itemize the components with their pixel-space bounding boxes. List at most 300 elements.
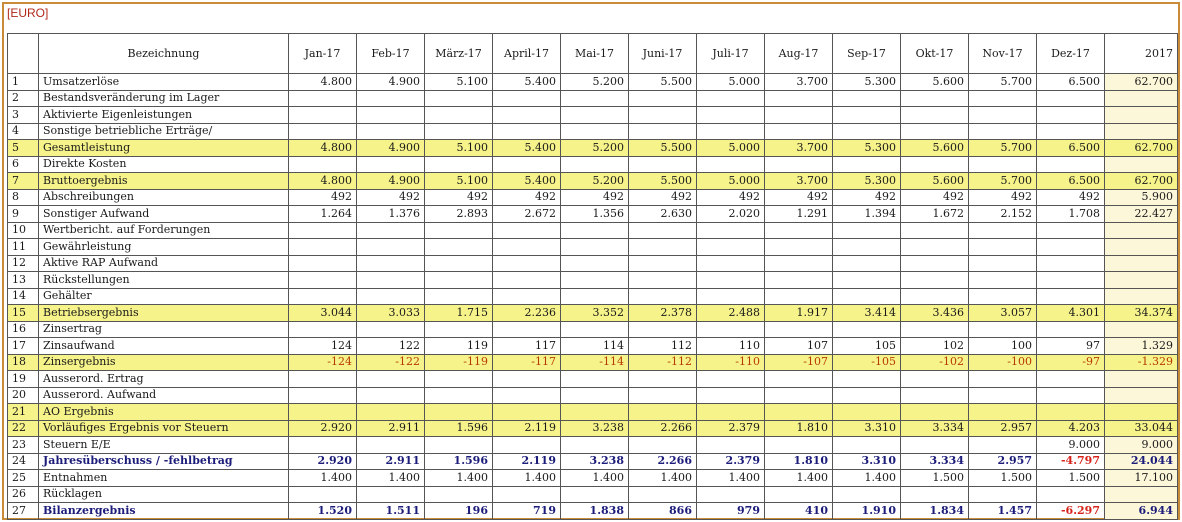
value-cell[interactable]: 2.379 [697,420,765,437]
total-cell[interactable] [1105,321,1178,338]
value-cell[interactable]: 492 [969,189,1037,206]
value-cell[interactable]: 5.300 [833,140,901,157]
value-cell[interactable]: 5.300 [833,74,901,91]
value-cell[interactable] [561,272,629,289]
value-cell[interactable] [425,222,493,239]
value-cell[interactable]: 5.600 [901,173,969,190]
total-cell[interactable] [1105,387,1178,404]
value-cell[interactable] [425,288,493,305]
value-cell[interactable] [357,107,425,124]
value-cell[interactable] [289,272,357,289]
value-cell[interactable] [493,371,561,388]
value-cell[interactable] [493,437,561,454]
value-cell[interactable] [1037,272,1105,289]
value-cell[interactable]: 5.000 [697,173,765,190]
value-cell[interactable]: 1.400 [833,470,901,487]
value-cell[interactable]: 3.238 [561,453,629,470]
value-cell[interactable] [969,107,1037,124]
value-cell[interactable]: 3.436 [901,305,969,322]
value-cell[interactable]: -6.297 [1037,503,1105,520]
value-cell[interactable] [493,107,561,124]
row-label[interactable]: Rücklagen [39,486,289,503]
value-cell[interactable] [697,272,765,289]
row-label[interactable]: Zinsertrag [39,321,289,338]
value-cell[interactable] [357,123,425,140]
value-cell[interactable] [561,90,629,107]
value-cell[interactable]: 1.810 [765,420,833,437]
value-cell[interactable] [833,107,901,124]
row-label[interactable]: Sonstige betriebliche Erträge/ [39,123,289,140]
total-cell[interactable] [1105,255,1178,272]
value-cell[interactable]: 5.700 [969,173,1037,190]
value-cell[interactable]: 5.000 [697,140,765,157]
value-cell[interactable] [561,387,629,404]
value-cell[interactable] [561,107,629,124]
value-cell[interactable] [697,486,765,503]
value-cell[interactable]: 2.266 [629,420,697,437]
value-cell[interactable] [1037,222,1105,239]
value-cell[interactable]: 5.400 [493,140,561,157]
value-cell[interactable] [833,404,901,421]
value-cell[interactable]: 1.400 [357,470,425,487]
value-cell[interactable]: 1.596 [425,453,493,470]
value-cell[interactable] [561,239,629,256]
value-cell[interactable]: 124 [289,338,357,355]
value-cell[interactable]: 1.715 [425,305,493,322]
value-cell[interactable] [765,371,833,388]
value-cell[interactable]: 492 [629,189,697,206]
value-cell[interactable]: 410 [765,503,833,520]
value-cell[interactable] [765,156,833,173]
value-cell[interactable]: 1.917 [765,305,833,322]
value-cell[interactable] [629,239,697,256]
total-cell[interactable] [1105,90,1178,107]
total-cell[interactable]: 9.000 [1105,437,1178,454]
value-cell[interactable] [833,437,901,454]
value-cell[interactable]: -107 [765,354,833,371]
value-cell[interactable] [493,321,561,338]
value-cell[interactable]: 1.394 [833,206,901,223]
value-cell[interactable]: 4.900 [357,140,425,157]
value-cell[interactable] [969,239,1037,256]
value-cell[interactable]: -114 [561,354,629,371]
value-cell[interactable] [1037,255,1105,272]
value-cell[interactable] [493,239,561,256]
total-cell[interactable]: 33.044 [1105,420,1178,437]
value-cell[interactable] [493,288,561,305]
value-cell[interactable] [765,90,833,107]
value-cell[interactable] [1037,404,1105,421]
value-cell[interactable] [833,239,901,256]
value-cell[interactable] [629,255,697,272]
value-cell[interactable]: 1.400 [425,470,493,487]
value-cell[interactable]: 1.400 [493,470,561,487]
value-cell[interactable]: -97 [1037,354,1105,371]
value-cell[interactable]: 196 [425,503,493,520]
value-cell[interactable] [425,371,493,388]
value-cell[interactable] [629,387,697,404]
row-label[interactable]: Gewährleistung [39,239,289,256]
value-cell[interactable] [289,371,357,388]
value-cell[interactable] [697,404,765,421]
value-cell[interactable]: 97 [1037,338,1105,355]
value-cell[interactable] [901,437,969,454]
value-cell[interactable] [901,321,969,338]
value-cell[interactable] [561,156,629,173]
value-cell[interactable]: 6.500 [1037,173,1105,190]
value-cell[interactable] [357,156,425,173]
value-cell[interactable]: 1.596 [425,420,493,437]
value-cell[interactable] [697,239,765,256]
row-label[interactable]: Aktivierte Eigenleistungen [39,107,289,124]
value-cell[interactable] [357,387,425,404]
value-cell[interactable]: 5.100 [425,140,493,157]
value-cell[interactable]: 5.000 [697,74,765,91]
value-cell[interactable] [697,321,765,338]
value-cell[interactable] [1037,239,1105,256]
value-cell[interactable]: 4.301 [1037,305,1105,322]
value-cell[interactable] [493,387,561,404]
value-cell[interactable] [493,123,561,140]
value-cell[interactable]: 492 [1037,189,1105,206]
total-cell[interactable] [1105,272,1178,289]
value-cell[interactable]: 3.414 [833,305,901,322]
value-cell[interactable]: 492 [765,189,833,206]
total-cell[interactable] [1105,107,1178,124]
value-cell[interactable] [833,156,901,173]
value-cell[interactable]: 9.000 [1037,437,1105,454]
value-cell[interactable] [765,404,833,421]
value-cell[interactable]: 2.020 [697,206,765,223]
value-cell[interactable] [629,107,697,124]
value-cell[interactable]: 1.400 [561,470,629,487]
value-cell[interactable] [1037,107,1105,124]
value-cell[interactable] [969,387,1037,404]
value-cell[interactable]: -112 [629,354,697,371]
value-cell[interactable] [629,123,697,140]
value-cell[interactable]: 2.911 [357,453,425,470]
value-cell[interactable] [833,486,901,503]
value-cell[interactable]: 1.500 [1037,470,1105,487]
value-cell[interactable] [969,123,1037,140]
value-cell[interactable]: 1.520 [289,503,357,520]
total-cell[interactable]: 17.100 [1105,470,1178,487]
value-cell[interactable] [765,239,833,256]
value-cell[interactable] [425,404,493,421]
value-cell[interactable]: -105 [833,354,901,371]
value-cell[interactable] [969,404,1037,421]
value-cell[interactable]: 5.400 [493,173,561,190]
total-cell[interactable]: 5.900 [1105,189,1178,206]
value-cell[interactable]: 492 [425,189,493,206]
value-cell[interactable]: 492 [901,189,969,206]
value-cell[interactable] [697,288,765,305]
value-cell[interactable]: 1.500 [901,470,969,487]
value-cell[interactable] [765,255,833,272]
value-cell[interactable]: 3.044 [289,305,357,322]
value-cell[interactable]: 5.100 [425,173,493,190]
value-cell[interactable]: 5.200 [561,140,629,157]
value-cell[interactable] [969,156,1037,173]
value-cell[interactable] [1037,371,1105,388]
value-cell[interactable]: 2.236 [493,305,561,322]
value-cell[interactable] [901,123,969,140]
value-cell[interactable] [357,288,425,305]
value-cell[interactable] [765,486,833,503]
value-cell[interactable]: 4.800 [289,140,357,157]
row-label[interactable]: Betriebsergebnis [39,305,289,322]
value-cell[interactable]: 5.500 [629,140,697,157]
value-cell[interactable] [425,123,493,140]
value-cell[interactable]: 492 [833,189,901,206]
row-label[interactable]: Aktive RAP Aufwand [39,255,289,272]
value-cell[interactable] [425,255,493,272]
row-label[interactable]: Jahresüberschuss / -fehlbetrag [39,453,289,470]
value-cell[interactable] [425,239,493,256]
value-cell[interactable] [493,222,561,239]
value-cell[interactable]: 3.310 [833,453,901,470]
value-cell[interactable] [697,222,765,239]
value-cell[interactable] [629,288,697,305]
row-label[interactable]: Vorläufiges Ergebnis vor Steuern [39,420,289,437]
value-cell[interactable] [969,255,1037,272]
value-cell[interactable] [1037,387,1105,404]
value-cell[interactable] [901,222,969,239]
value-cell[interactable]: 1.672 [901,206,969,223]
value-cell[interactable]: 3.057 [969,305,1037,322]
value-cell[interactable]: 492 [561,189,629,206]
value-cell[interactable] [493,404,561,421]
value-cell[interactable] [901,486,969,503]
value-cell[interactable] [357,255,425,272]
value-cell[interactable] [765,288,833,305]
value-cell[interactable]: 2.630 [629,206,697,223]
value-cell[interactable]: 5.600 [901,140,969,157]
value-cell[interactable] [425,486,493,503]
value-cell[interactable] [1037,321,1105,338]
value-cell[interactable]: 1.400 [629,470,697,487]
value-cell[interactable] [289,156,357,173]
value-cell[interactable] [629,486,697,503]
value-cell[interactable]: 3.334 [901,453,969,470]
value-cell[interactable] [969,90,1037,107]
total-cell[interactable]: 6.944 [1105,503,1178,520]
value-cell[interactable] [833,255,901,272]
value-cell[interactable]: 1.708 [1037,206,1105,223]
value-cell[interactable] [765,272,833,289]
value-cell[interactable]: 102 [901,338,969,355]
total-cell[interactable] [1105,486,1178,503]
value-cell[interactable] [493,486,561,503]
value-cell[interactable] [425,156,493,173]
value-cell[interactable]: 2.152 [969,206,1037,223]
value-cell[interactable]: 2.379 [697,453,765,470]
value-cell[interactable] [969,222,1037,239]
value-cell[interactable] [901,387,969,404]
value-cell[interactable]: 2.672 [493,206,561,223]
row-label[interactable]: AO Ergebnis [39,404,289,421]
value-cell[interactable]: 866 [629,503,697,520]
value-cell[interactable] [289,404,357,421]
value-cell[interactable] [357,321,425,338]
value-cell[interactable] [357,486,425,503]
total-cell[interactable] [1105,222,1178,239]
value-cell[interactable] [629,90,697,107]
row-label[interactable]: Sonstiger Aufwand [39,206,289,223]
value-cell[interactable]: 2.920 [289,420,357,437]
value-cell[interactable] [833,123,901,140]
value-cell[interactable] [901,272,969,289]
value-cell[interactable] [289,437,357,454]
row-label[interactable]: Bruttoergebnis [39,173,289,190]
value-cell[interactable] [901,371,969,388]
value-cell[interactable] [697,123,765,140]
value-cell[interactable] [425,107,493,124]
value-cell[interactable]: 2.911 [357,420,425,437]
value-cell[interactable]: 492 [697,189,765,206]
value-cell[interactable] [765,387,833,404]
value-cell[interactable]: 2.893 [425,206,493,223]
total-cell[interactable]: -1.329 [1105,354,1178,371]
value-cell[interactable] [969,321,1037,338]
row-label[interactable]: Zinsergebnis [39,354,289,371]
row-label[interactable]: Ausserord. Aufwand [39,387,289,404]
row-label[interactable]: Bestandsveränderung im Lager [39,90,289,107]
value-cell[interactable] [629,321,697,338]
value-cell[interactable] [765,123,833,140]
value-cell[interactable] [289,387,357,404]
value-cell[interactable] [493,90,561,107]
value-cell[interactable]: 3.033 [357,305,425,322]
value-cell[interactable]: -4.797 [1037,453,1105,470]
value-cell[interactable]: -117 [493,354,561,371]
value-cell[interactable] [289,321,357,338]
value-cell[interactable] [493,272,561,289]
value-cell[interactable]: 1.264 [289,206,357,223]
value-cell[interactable] [357,371,425,388]
value-cell[interactable]: -100 [969,354,1037,371]
value-cell[interactable] [1037,486,1105,503]
value-cell[interactable]: 5.400 [493,74,561,91]
value-cell[interactable] [1037,90,1105,107]
total-cell[interactable] [1105,123,1178,140]
total-cell[interactable] [1105,371,1178,388]
row-label[interactable]: Umsatzerlöse [39,74,289,91]
total-cell[interactable]: 62.700 [1105,140,1178,157]
value-cell[interactable] [289,107,357,124]
value-cell[interactable] [969,272,1037,289]
total-cell[interactable]: 62.700 [1105,173,1178,190]
row-label[interactable]: Direkte Kosten [39,156,289,173]
value-cell[interactable] [425,321,493,338]
value-cell[interactable] [629,437,697,454]
value-cell[interactable] [697,107,765,124]
value-cell[interactable]: -119 [425,354,493,371]
row-label[interactable]: Rückstellungen [39,272,289,289]
value-cell[interactable] [901,107,969,124]
value-cell[interactable] [697,156,765,173]
value-cell[interactable] [425,272,493,289]
value-cell[interactable]: 1.838 [561,503,629,520]
value-cell[interactable] [561,486,629,503]
value-cell[interactable] [969,486,1037,503]
row-label[interactable]: Gesamtleistung [39,140,289,157]
value-cell[interactable]: 110 [697,338,765,355]
total-cell[interactable] [1105,239,1178,256]
value-cell[interactable] [697,90,765,107]
value-cell[interactable] [1037,123,1105,140]
value-cell[interactable] [289,123,357,140]
value-cell[interactable] [289,222,357,239]
value-cell[interactable]: 492 [493,189,561,206]
value-cell[interactable]: 5.100 [425,74,493,91]
value-cell[interactable] [289,486,357,503]
value-cell[interactable]: 1.400 [289,470,357,487]
value-cell[interactable]: 5.500 [629,173,697,190]
value-cell[interactable] [969,288,1037,305]
row-label[interactable]: Steuern E/E [39,437,289,454]
value-cell[interactable]: 5.500 [629,74,697,91]
value-cell[interactable] [697,437,765,454]
value-cell[interactable] [493,156,561,173]
value-cell[interactable] [833,90,901,107]
value-cell[interactable] [833,371,901,388]
value-cell[interactable] [901,404,969,421]
value-cell[interactable] [289,90,357,107]
value-cell[interactable]: 3.334 [901,420,969,437]
value-cell[interactable]: -122 [357,354,425,371]
value-cell[interactable]: 119 [425,338,493,355]
value-cell[interactable] [425,437,493,454]
value-cell[interactable] [901,288,969,305]
value-cell[interactable] [765,107,833,124]
value-cell[interactable]: 3.700 [765,74,833,91]
value-cell[interactable]: 2.378 [629,305,697,322]
value-cell[interactable]: 4.203 [1037,420,1105,437]
value-cell[interactable]: 5.700 [969,74,1037,91]
value-cell[interactable]: 5.600 [901,74,969,91]
value-cell[interactable] [833,321,901,338]
row-label[interactable]: Wertbericht. auf Forderungen [39,222,289,239]
value-cell[interactable]: 3.238 [561,420,629,437]
value-cell[interactable] [561,437,629,454]
value-cell[interactable]: 4.800 [289,74,357,91]
total-cell[interactable]: 34.374 [1105,305,1178,322]
value-cell[interactable] [969,371,1037,388]
value-cell[interactable] [493,255,561,272]
value-cell[interactable]: 719 [493,503,561,520]
value-cell[interactable]: 1.910 [833,503,901,520]
value-cell[interactable] [697,255,765,272]
value-cell[interactable]: 4.900 [357,74,425,91]
total-cell[interactable]: 62.700 [1105,74,1178,91]
value-cell[interactable] [833,222,901,239]
value-cell[interactable]: 2.266 [629,453,697,470]
value-cell[interactable]: 1.834 [901,503,969,520]
value-cell[interactable]: 2.119 [493,420,561,437]
value-cell[interactable]: 1.356 [561,206,629,223]
value-cell[interactable] [561,222,629,239]
value-cell[interactable]: 1.291 [765,206,833,223]
value-cell[interactable]: 5.700 [969,140,1037,157]
value-cell[interactable]: 2.488 [697,305,765,322]
value-cell[interactable]: 122 [357,338,425,355]
value-cell[interactable]: 1.500 [969,470,1037,487]
value-cell[interactable]: 105 [833,338,901,355]
value-cell[interactable] [765,437,833,454]
value-cell[interactable] [425,387,493,404]
value-cell[interactable] [629,371,697,388]
